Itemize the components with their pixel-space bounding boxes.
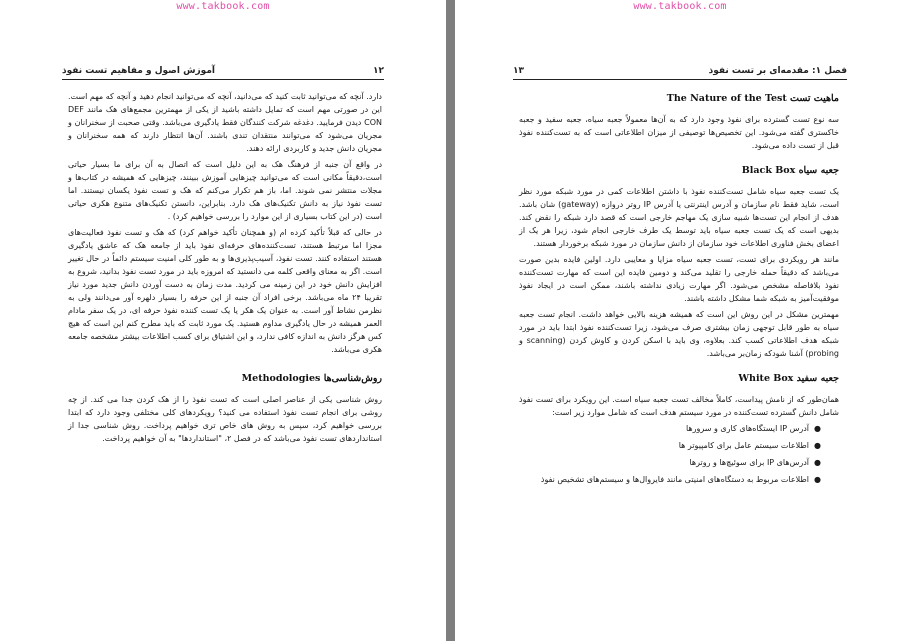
page-body [68, 90, 382, 448]
list-item [519, 473, 821, 486]
list-item [519, 439, 821, 452]
list-item [519, 422, 821, 435]
bullet-icon: ● [814, 475, 821, 484]
page-number: ۱۳ [513, 66, 524, 76]
paragraph: دارد. آنچه که می‌توانید ثابت کنید که می‌دانید، آنچه که می‌توانید انجام دهید و آنچه که مهم است. این در صورتی مهم است که تمایل داشته باشید از یکی از مهمترین مجمع‌های هک مانند DEF CON دیدن فرمایید. دغدغه شرکت کنندگان فقط یادگیری می‌باشد. وقتی صحبت از سخنرانان و مجریان می‌شود که می‌توانند منتقدان تندی باشند. آن‌ها انتظار دارند که همه سخنرانان و مجریان دانش جدید و کاربردی ارائه دهند. [68, 92, 382, 153]
watermark: www.takbook.com [633, 1, 727, 12]
left-page [0, 0, 446, 641]
running-title: آموزش اصول و مفاهیم تست نفوذ [62, 66, 215, 76]
bullet-icon: ● [814, 458, 821, 467]
running-title: فصل ۱: مقدمه‌ای بر تست نفوذ [708, 66, 847, 76]
paragraph: مهمترین مشکل در این روش این است که همیشه هزینه بالایی خواهد داشت. انجام تست جعبه سیاه به طور قابل توجهی زمان بیشتری صرف می‌شود، زیرا تست‌کننده نفوذ ابتدا باید در مورد شبکه هدف اطلاعاتی کسب کند. بعلاوه، وی باید با اسکن کردن و کاوش کردن (scanning و probing) آشنا شودکه زمان‌بر می‌باشد. [519, 310, 840, 358]
list-item-text: اطلاعات سیستم عامل برای کامپیوتر ها [678, 441, 809, 450]
section-heading: جعبه سفید White Box [738, 373, 839, 384]
watermark: www.takbook.com [176, 1, 270, 12]
paragraph: در واقع آن جنبه از فرهنگ هک به این دلیل است که اتصال به آن برای ما بسیار حیاتی است،دقیقاً مکانی است که می‌توانید چیزهایی آموزش ببینند، چیزهایی که همیشه در کتاب‌ها و مجلات منتشر نمی شوند. اما، باز هم تکرار می‌کنم که هک و تست نفوذ یکسان نیستند. اما تست نفوذ نیاز به دانش تکنیک‌های هک دارد. بنابراین، دانستن تکنیک‌های متنوع هکری حیاتی است (در این کتاب بسیاری از این موارد را بررسی خواهیم کرد) . [68, 160, 382, 221]
bullet-list [519, 422, 821, 486]
paragraph: یک تست جعبه سیاه شامل تست‌کننده نفوذ با داشتن اطلاعات کمی در مورد شبکه مورد نظر است، شاید فقط نام سازمان و آدرس اینترنتی یا آدرس IP روتر دروازه (gateway) شان باشد. هدف از انجام این تست‌ها شبیه سازی یک مهاجم خارجی است که قصد دارد شبکه را نقض کند. بدیهی است که یک تست جعبه سیاه باید توسط یک طرف خارجی انجام شود، زیرا هر یک از اعضای بخش فناوری اطلاعات خود سازمان از دانش سازمان در مورد شبکه برخوردار هستند. [519, 187, 839, 248]
paragraph: در حالی که قبلاً تأکید کرده ام (و همچنان تأکید خواهم کرد) که هک و تست نفوذ فعالیت‌های مجزا اما مرتبط هستند، تست‌کننده‌های حرفه‌ای نفوذ باید از جامعه هک که عاشق یادگیری هستند استفاده کنند. تست نفوذ، آسیب‌پذیری‌ها و به طور کلی امنیت سیستم دائماً در حال تغییر است. اگر به معنای واقعی کلمه می دانستید که امروزه باید در مورد تست نفوذ بدانید، شروع به افزایش دانش خود در این زمینه می کردید. مدت زمان به دست آوردن دانش جدید مورد نیاز تقریبا ۲۴ ماه می‌باشد. برخی افراد آن جنبه از این حرفه را بسیار دلهره آور می‌دانند ولی به نظرمن نشاط آور است. به عنوان یک هکر یا یک تست کننده نفوذ حرفه ای، در یک سفر مادام العمر همیشه در حال یادگیری مداوم هستید. یک مورد ثابت که باید مطرح کنم این است که هیچ کس هرگز دانش به اندازه کافی ندارد، و این اشتیاق برای کسب اطلاعات بیشتر مشخصه جامعه هکری می‌باشد. [68, 228, 382, 354]
header-rule [513, 79, 847, 80]
right-page [455, 0, 905, 641]
running-header [62, 64, 384, 78]
paragraph: روش شناسی یکی از عناصر اصلی است که تست نفوذ را از هک کردن جدا می کند. از چه روشی برای انجام تست نفوذ استفاده می کنید؟ رویکردهای کلی مختلفی وجود دارد که ابتدا بررسی خواهیم کرد، سپس به روش های خاص تری خواهیم پرداخت. روش شناسی جدا از استانداردهای تست نفوذ می‌باشد که در فصل ۲، "استانداردها" به آن خواهیم پرداخت. [68, 395, 382, 443]
section-heading: ماهیت تست The Nature of the Test [666, 93, 839, 104]
page-body [519, 90, 839, 490]
header-rule [62, 79, 384, 80]
section-heading: روش‌شناسی‌ها Methodologies [241, 373, 382, 384]
list-item-text: آدرس IP ایستگاه‌های کاری و سرورها [685, 424, 809, 433]
list-item-text: اطلاعات مربوط به دستگاه‌های امنیتی مانند فایروال‌ها و سیستم‌های تشخیص نفوذ [540, 475, 809, 484]
bullet-icon: ● [814, 441, 821, 450]
list-item-text: آدرس‌های IP برای سوئیچ‌ها و روترها [689, 458, 809, 467]
bullet-icon: ● [814, 424, 821, 433]
running-header [513, 64, 847, 78]
paragraph: سه نوع تست گسترده برای نفوذ وجود دارد که به آن‌ها معمولاً جعبه سیاه، جعبه سفید و جعبه خاکستری گفته می‌شود. این تخصیص‌ها توصیفی از میزان اطلاعاتی است که به تست‌کننده نفوذ قبل از تست داده می‌شود. [519, 115, 839, 150]
page-number: ۱۲ [373, 66, 384, 76]
list-item [519, 456, 821, 469]
section-heading: جعبه سیاه Black Box [741, 165, 839, 176]
page-gutter [446, 0, 455, 641]
paragraph: همان‌طور که از نامش پیداست، کاملاً مخالف تست جعبه سیاه است. این رویکرد برای تست نفوذ شامل دانش گسترده تست‌کننده در مورد سیستم هدف است که شامل موارد زیر است: [519, 395, 839, 417]
paragraph: مانند هر رویکردی برای تست، تست جعبه سیاه مزایا و معایبی دارد. اولین فایده بدین صورت می‌باشد که دقیقاً حمله خارجی را تقلید می‌کند و دومین فایده این است که مهارت تست‌کننده نفوذ بلافاصله مشخص می‌شود. اگر مهارت زیادی نداشته باشند، ممکن است در ایجاد نفوذ موفقیت‌آمیز به شبکه شما مشکل داشته باشند. [519, 255, 839, 303]
